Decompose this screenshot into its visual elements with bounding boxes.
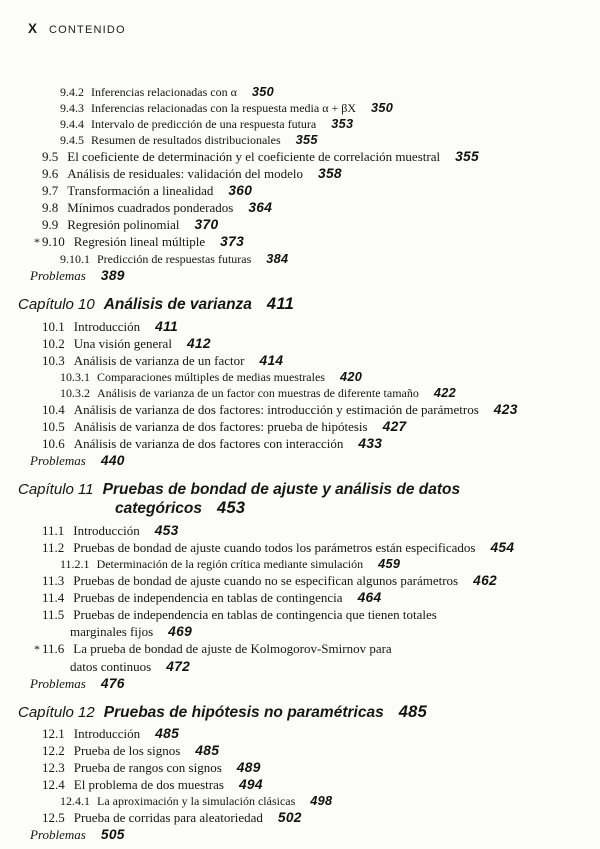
page-number: 427 xyxy=(382,418,407,434)
toc-section-entry xyxy=(0,100,594,116)
section-title: Prueba de corridas para aleatoriedad xyxy=(73,810,263,825)
toc-entry-line xyxy=(42,182,594,199)
toc-section-entry xyxy=(0,352,594,369)
toc-section-entry xyxy=(0,233,594,251)
page-number: 384 xyxy=(266,251,289,266)
page-number: 422 xyxy=(433,384,456,400)
page-number: 411 xyxy=(155,318,179,334)
toc-section-entry xyxy=(0,369,594,385)
section-number: 11.6 xyxy=(42,640,65,656)
section-number: 9.4.4 xyxy=(60,117,84,131)
section-title: Análisis de varianza de un factor xyxy=(73,352,245,368)
problems-label: Problemas xyxy=(30,827,86,842)
toc-entry-line xyxy=(42,318,594,335)
section-title: Introducción xyxy=(73,726,141,741)
toc-entry-line xyxy=(42,435,594,452)
toc-section-entry xyxy=(0,809,594,826)
section-number: 12.5 xyxy=(42,810,65,825)
page-number: 485 xyxy=(155,726,180,741)
page-number: 485 xyxy=(398,702,428,721)
toc-section-entry xyxy=(0,793,594,809)
toc-section-entry xyxy=(0,182,594,199)
toc-entry-line xyxy=(60,556,594,572)
toc-section-entry xyxy=(0,132,594,148)
toc-section-entry xyxy=(0,606,594,640)
toc-section-entry xyxy=(0,385,594,401)
toc-section-entry xyxy=(0,335,594,352)
toc-entry-line xyxy=(18,703,594,723)
section-number: 9.7 xyxy=(42,183,59,198)
section-title: Predicción de respuestas futuras xyxy=(97,252,252,266)
page-number: 389 xyxy=(100,268,125,283)
page-number: 464 xyxy=(357,589,382,605)
section-title: Determinación de la región crítica mediante simulación xyxy=(96,556,364,571)
toc-section-entry xyxy=(0,589,594,606)
toc-entry-line xyxy=(18,480,594,500)
page-number: 489 xyxy=(236,760,261,775)
running-head-title: CONTENIDO xyxy=(49,24,126,36)
chapter-title: Análisis de varianza xyxy=(103,296,252,313)
toc-entry-line xyxy=(42,199,594,216)
section-title: Mínimos cuadrados ponderados xyxy=(67,200,234,215)
toc-section-entry xyxy=(0,199,594,216)
chapter-label: Capítulo 10 xyxy=(18,296,95,313)
chapter-label: Capítulo 11 xyxy=(18,480,94,498)
section-title: Introducción xyxy=(73,522,140,538)
section-title: Inferencias relacionadas con α xyxy=(91,85,237,99)
section-title: Inferencias relacionadas con la respuesta media α + βX xyxy=(91,101,357,115)
toc-section-entry xyxy=(0,572,594,589)
section-number: 10.4 xyxy=(42,401,65,417)
page-number: 453 xyxy=(154,522,179,538)
toc-section-entry xyxy=(0,776,594,793)
section-number: 9.10.1 xyxy=(60,252,90,266)
toc-entry-line xyxy=(42,809,594,826)
section-number: 11.4 xyxy=(42,589,65,605)
toc-entry-continuation-line xyxy=(70,623,594,640)
section-title-continued: marginales fijos xyxy=(70,623,154,639)
toc-entry-line xyxy=(60,100,594,116)
toc-entry-line xyxy=(60,116,594,132)
page-number: 459 xyxy=(378,555,401,571)
section-number: 10.3.2 xyxy=(60,385,90,400)
page-number: 494 xyxy=(238,777,263,792)
section-title-continued: categóricos xyxy=(115,500,203,517)
section-number: 12.4.1 xyxy=(60,794,90,808)
section-title: Pruebas de independencia en tablas de contingencia xyxy=(73,589,343,605)
section-title: Intervalo de predicción de una respuesta futura xyxy=(91,117,317,131)
section-number: 9.10 xyxy=(42,234,65,249)
section-number: 9.9 xyxy=(42,217,59,232)
section-number: 12.2 xyxy=(42,743,65,758)
toc-section-entry xyxy=(0,216,594,233)
section-number: 9.5 xyxy=(42,149,59,164)
section-title: El problema de dos muestras xyxy=(73,777,224,792)
page-number: 420 xyxy=(339,368,363,384)
toc-section-entry xyxy=(0,759,594,776)
toc-entry-line xyxy=(42,572,594,589)
chapter-title: Pruebas de bondad de ajuste y análisis de datos xyxy=(102,480,461,498)
section-title: Pruebas de independencia en tablas de contingencia que tienen totales xyxy=(73,606,437,622)
toc-chapter-heading xyxy=(0,703,594,723)
toc-entry-line xyxy=(30,267,594,284)
toc-entry-line xyxy=(42,401,594,418)
section-title: Transformación a linealidad xyxy=(67,183,214,198)
section-title: Pruebas de bondad de ajuste cuando no se especifican algunos parámetros xyxy=(73,572,459,588)
toc-entry-line xyxy=(42,165,594,182)
section-title: Prueba de rangos con signos xyxy=(73,760,222,775)
page-number: 498 xyxy=(310,793,333,808)
toc-section-entry xyxy=(0,556,594,572)
page-number: 358 xyxy=(318,166,342,181)
toc-section-entry xyxy=(0,401,594,418)
page-number: 355 xyxy=(295,132,318,147)
toc-section-entry xyxy=(0,522,594,539)
problems-label: Problemas xyxy=(30,452,86,468)
page-number: 414 xyxy=(259,352,284,368)
section-number: 11.2 xyxy=(42,539,65,555)
toc-entry-continuation-line xyxy=(115,499,594,519)
section-title: La aproximación y la simulación clásicas xyxy=(97,794,296,808)
toc-section-entry xyxy=(0,725,594,742)
section-title: Regresión polinomial xyxy=(67,217,180,232)
section-title: Comparaciones múltiples de medias muestrales xyxy=(97,369,325,384)
page-number: 353 xyxy=(331,116,354,131)
page-number: 462 xyxy=(473,572,497,588)
section-number: 9.4.2 xyxy=(60,85,84,99)
page-number: 440 xyxy=(100,452,125,468)
toc-problems-entry xyxy=(0,675,594,692)
toc-section-entry xyxy=(0,148,594,165)
section-title: Pruebas de bondad de ajuste cuando todos los parámetros están especificados xyxy=(73,539,476,555)
toc-entry-line xyxy=(42,759,594,776)
toc-problems-entry xyxy=(0,267,594,284)
toc-section-entry xyxy=(0,84,594,100)
toc-chapter-heading xyxy=(0,295,594,315)
page-number: 355 xyxy=(455,149,479,164)
section-title: Introducción xyxy=(73,318,141,334)
toc-section-entry xyxy=(0,251,594,267)
toc-section-entry xyxy=(0,165,594,182)
toc-entry-line xyxy=(60,385,594,401)
section-title: Análisis de varianza de dos factores: introducción y estimación de parámetros xyxy=(73,401,479,417)
page-number: 469 xyxy=(168,623,193,639)
toc-entry-line xyxy=(60,84,594,100)
page-number: 360 xyxy=(228,183,253,198)
section-number: 11.2.1 xyxy=(60,556,90,571)
page-number: 350 xyxy=(251,84,274,99)
toc-section-entry xyxy=(0,435,594,452)
section-title-continued: datos continuos xyxy=(70,658,152,674)
section-title: Análisis de varianza de un factor con muestras de diferente tamaño xyxy=(97,385,419,400)
page-number: 412 xyxy=(186,335,211,351)
page-number: 411 xyxy=(266,295,295,313)
folio-roman-numeral: X xyxy=(28,21,38,36)
page-number: 433 xyxy=(358,435,383,451)
toc-entry-line xyxy=(60,793,594,809)
section-title: Prueba de los signos xyxy=(73,743,181,758)
section-number: 10.3 xyxy=(42,352,65,368)
page-number: 373 xyxy=(220,234,245,249)
section-title: El coeficiente de determinación y el coeficiente de correlación muestral xyxy=(67,149,441,164)
toc-section-entry xyxy=(0,742,594,759)
page-header xyxy=(0,0,600,38)
problems-label: Problemas xyxy=(30,675,86,691)
page-number: 454 xyxy=(490,539,515,555)
toc-problems-entry xyxy=(0,826,594,843)
section-number: 9.8 xyxy=(42,200,59,215)
toc-entry-line xyxy=(42,539,594,556)
toc-entry-line xyxy=(42,606,594,623)
section-number: 11.5 xyxy=(42,606,65,622)
toc-entry-line xyxy=(30,826,594,843)
toc-entry-line xyxy=(60,251,594,267)
section-number: 11.3 xyxy=(42,572,65,588)
toc-section-entry xyxy=(0,640,594,675)
section-number: 12.1 xyxy=(42,726,65,741)
toc-entry-line xyxy=(42,589,594,606)
toc-entry-line xyxy=(30,675,594,692)
toc-section-entry xyxy=(0,418,594,435)
toc-entry-line xyxy=(34,640,594,658)
section-number: 9.4.3 xyxy=(60,101,84,115)
toc-chapter-heading xyxy=(0,480,594,519)
section-number: 10.6 xyxy=(42,435,65,451)
section-title: La prueba de bondad de ajuste de Kolmogorov-Smirnov para xyxy=(73,640,392,656)
toc-entry-line xyxy=(42,335,594,352)
section-title: Una visión general xyxy=(73,335,172,351)
toc-section-entry xyxy=(0,539,594,556)
section-number: 9.4.5 xyxy=(60,133,84,147)
toc-section-entry xyxy=(0,116,594,132)
page-number: 423 xyxy=(493,401,518,417)
toc-section-entry xyxy=(0,318,594,335)
toc-entry-line xyxy=(30,452,594,469)
toc-entry-line xyxy=(42,148,594,165)
page-number: 472 xyxy=(166,658,191,674)
page-number: 502 xyxy=(277,810,302,825)
toc-problems-entry xyxy=(0,452,594,469)
section-title: Regresión lineal múltiple xyxy=(73,234,206,249)
chapter-title: Pruebas de hipótesis no paramétricas xyxy=(103,703,384,721)
section-number: 10.5 xyxy=(42,418,65,434)
section-number: 11.1 xyxy=(42,522,65,538)
toc-entry-line xyxy=(42,522,594,539)
toc-list xyxy=(0,84,600,843)
toc-entry-line xyxy=(42,216,594,233)
page-number: 350 xyxy=(371,100,394,115)
toc-entry-continuation-line xyxy=(70,658,594,675)
toc-entry-line xyxy=(34,233,594,251)
section-number: 10.3.1 xyxy=(60,369,90,384)
toc-entry-line xyxy=(42,725,594,742)
toc-entry-line xyxy=(42,418,594,435)
toc-entry-line xyxy=(42,776,594,793)
section-title: Resumen de resultados distribucionales xyxy=(91,133,281,147)
section-number: 10.1 xyxy=(42,318,65,334)
section-title: Análisis de varianza de dos factores: prueba de hipótesis xyxy=(73,418,368,434)
toc-entry-line xyxy=(42,742,594,759)
section-number: 10.2 xyxy=(42,335,65,351)
page-number: 370 xyxy=(194,217,219,232)
problems-label: Problemas xyxy=(30,268,86,283)
page-number: 476 xyxy=(100,675,125,691)
toc-entry-line xyxy=(18,295,594,315)
toc-entry-line xyxy=(60,132,594,148)
page-number: 453 xyxy=(217,499,246,517)
toc-entry-line xyxy=(42,352,594,369)
page-number: 505 xyxy=(100,827,125,842)
section-number: 9.6 xyxy=(42,166,59,181)
starred-section-marker: * xyxy=(34,235,40,249)
section-title: Análisis de residuales: validación del modelo xyxy=(67,166,303,181)
page-number: 364 xyxy=(248,200,273,215)
page-number: 485 xyxy=(195,743,220,758)
starred-section-marker: * xyxy=(34,641,40,656)
section-title: Análisis de varianza de dos factores con interacción xyxy=(73,435,344,451)
toc-entry-line xyxy=(60,369,594,385)
chapter-label: Capítulo 12 xyxy=(18,703,95,721)
section-number: 12.4 xyxy=(42,777,65,792)
section-number: 12.3 xyxy=(42,760,65,775)
